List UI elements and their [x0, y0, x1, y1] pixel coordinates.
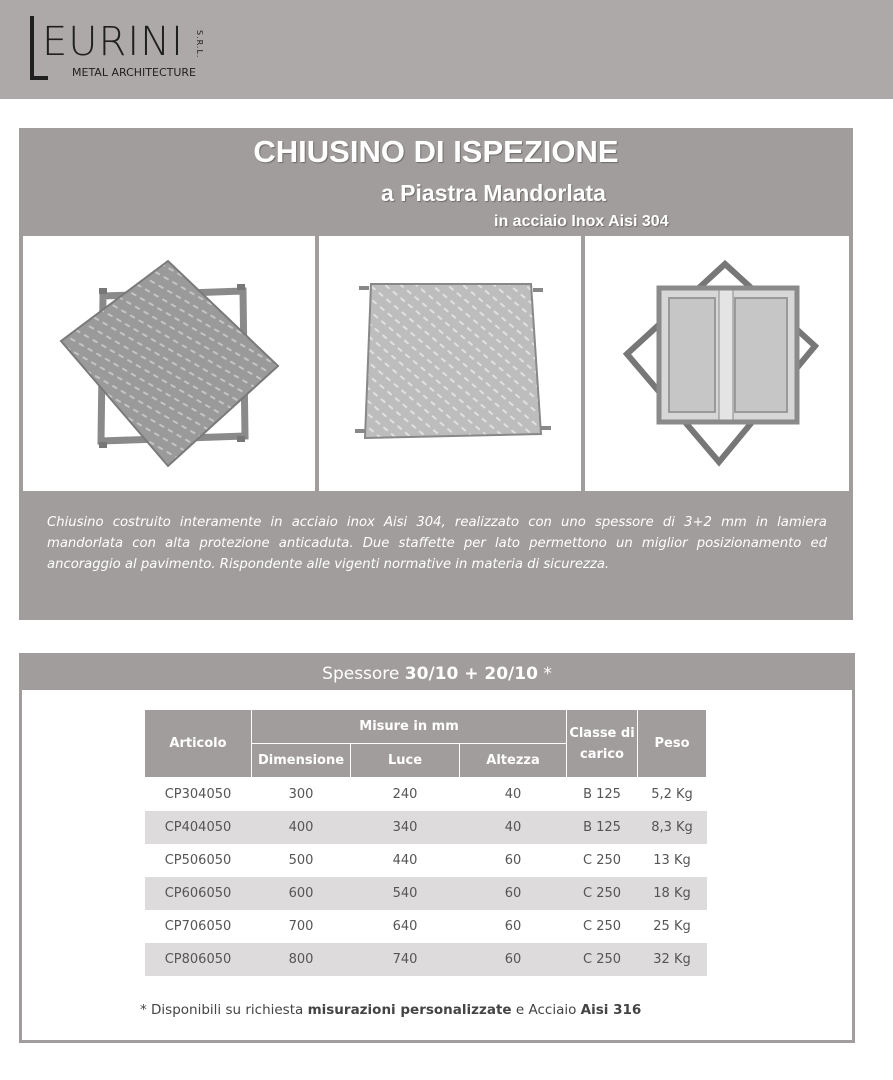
product-photo-open: [585, 236, 849, 491]
cell-dimensione: 800: [252, 943, 351, 976]
table-row: [145, 877, 707, 910]
header-band: [0, 0, 893, 99]
manhole-rotated-illustration: [23, 236, 315, 491]
cell-dimensione: 700: [288, 919, 314, 934]
table-row: [145, 910, 707, 943]
product-material: in acciaio Inox Aisi 304: [494, 213, 669, 230]
spec-header-value: 30/10 + 20/10: [404, 664, 538, 684]
spec-header: [22, 656, 852, 690]
cell-peso: 32 Kg: [638, 943, 707, 976]
cell-luce: 240: [392, 787, 418, 802]
table-row: [145, 778, 707, 812]
cell-peso: 25 Kg: [653, 919, 691, 934]
spec-table: [144, 709, 707, 976]
cell-luce: 640: [392, 919, 418, 934]
cell-peso: 5,2 Kg: [651, 787, 693, 802]
cell-peso: 18 Kg: [638, 877, 707, 910]
cell-altezza: 60: [460, 943, 567, 976]
col-dimensione: Dimensione: [252, 744, 351, 778]
product-title: CHIUSINO DI ISPEZIONE: [253, 134, 619, 169]
col-articolo: Articolo: [145, 710, 252, 778]
note-mid: e Acciaio: [511, 1002, 581, 1018]
cell-dimensione: 500: [288, 853, 314, 868]
cell-dimensione: 300: [288, 787, 314, 802]
cell-luce: 740: [351, 943, 460, 976]
logo-srl: S.R.L.: [195, 30, 204, 59]
spec-header-suffix: *: [537, 664, 552, 684]
product-description: Chiusino costruito interamente in acciaio inox Aisi 304, realizzato con uno spessore di 3+2 mm in lamiera mandorlata con alta protezione anticaduta. Due staffette per lato permettono un miglior posizionamento ed ancoraggio al pavimento. Rispondente alle vigenti normative in materia di sicurezza.: [47, 515, 827, 572]
company-logo[interactable]: [30, 16, 210, 82]
col-altezza: Altezza: [460, 744, 567, 778]
logo-tagline: METAL ARCHITECTURE: [72, 66, 196, 79]
cell-peso: 8,3 Kg: [638, 811, 707, 844]
note-prefix: * Disponibili su richiesta: [140, 1002, 308, 1018]
product-card: [19, 128, 853, 620]
cell-articolo: CP806050: [145, 943, 252, 976]
cell-peso: 13 Kg: [653, 853, 691, 868]
cell-classe: C 250: [567, 877, 638, 910]
cell-classe: C 250: [567, 943, 638, 976]
cell-articolo: CP304050: [164, 787, 232, 802]
table-row: [145, 943, 707, 976]
spec-card: [19, 653, 855, 1043]
note-bold-custom: misurazioni personalizzate: [307, 1002, 512, 1018]
cell-luce: 440: [392, 853, 418, 868]
manhole-front-illustration: [319, 236, 581, 491]
cell-luce: 340: [351, 811, 460, 844]
cell-articolo: CP506050: [164, 853, 232, 868]
cell-dimensione: 400: [252, 811, 351, 844]
cell-classe: C 250: [582, 919, 622, 934]
cell-altezza: 40: [460, 811, 567, 844]
cell-articolo: CP606050: [145, 877, 252, 910]
table-row: [145, 844, 707, 877]
cell-altezza: 60: [460, 877, 567, 910]
cell-dimensione: 600: [252, 877, 351, 910]
col-peso: Peso: [638, 710, 707, 778]
table-row: [145, 811, 707, 844]
logo-name: EURINI: [42, 19, 184, 65]
col-classe: Classe di carico: [567, 710, 638, 778]
cell-altezza: 60: [504, 853, 522, 868]
cell-altezza: 40: [504, 787, 522, 802]
col-misure: Misure in mm: [252, 710, 567, 744]
cell-luce: 540: [351, 877, 460, 910]
product-photo-front: [319, 236, 581, 491]
spec-header-prefix: Spessore: [322, 664, 405, 684]
manhole-open-illustration: [585, 236, 849, 491]
product-subtitle: a Piastra Mandorlata: [381, 180, 606, 206]
product-photo-rotated: [23, 236, 315, 491]
availability-note: [140, 1002, 641, 1018]
note-bold-aisi: Aisi 316: [580, 1002, 642, 1018]
cell-classe: B 125: [567, 811, 638, 844]
cell-classe: B 125: [583, 787, 621, 802]
cell-articolo: CP404050: [145, 811, 252, 844]
cell-articolo: CP706050: [164, 919, 232, 934]
cell-altezza: 60: [504, 919, 522, 934]
col-luce: Luce: [351, 744, 460, 778]
cell-classe: C 250: [582, 853, 622, 868]
